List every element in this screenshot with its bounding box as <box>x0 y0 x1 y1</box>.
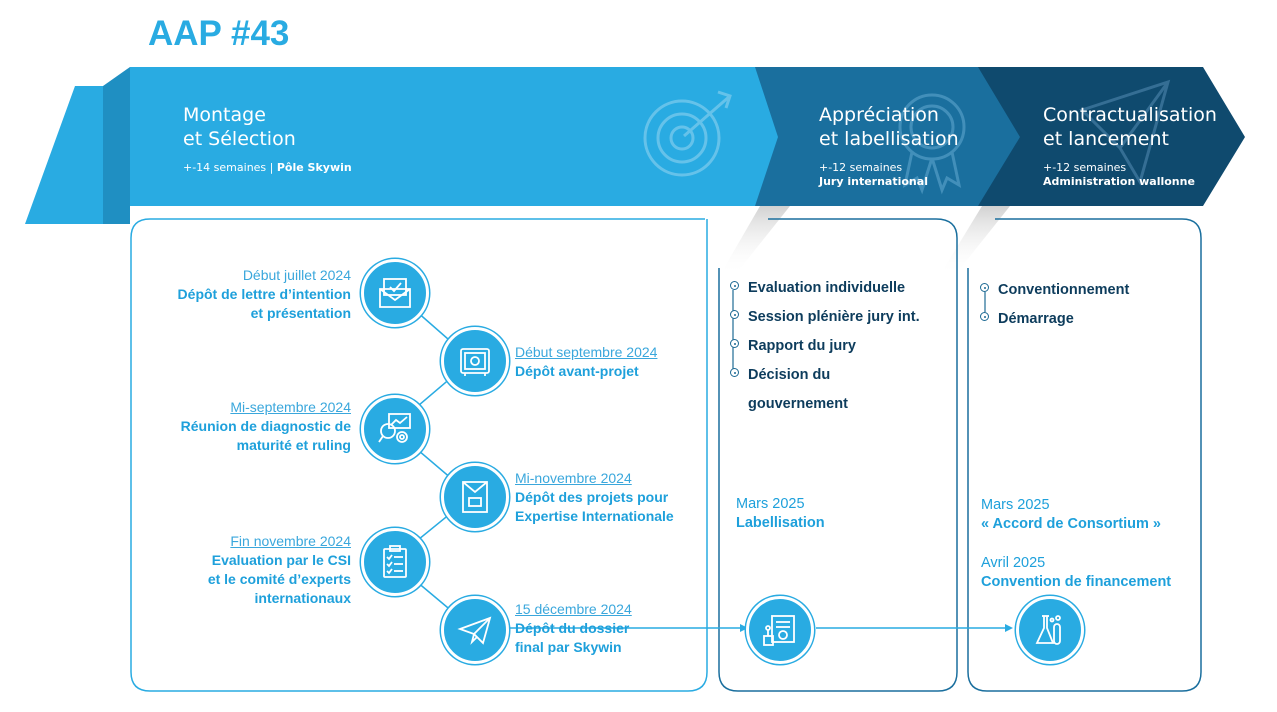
milestone-4-label <box>515 469 674 526</box>
milestone-4-node <box>441 463 509 531</box>
milestone-2-label <box>515 343 657 381</box>
paper-plane-icon <box>457 612 493 648</box>
contract-steps <box>978 276 1198 334</box>
milestone-3-text2: maturité et ruling <box>236 437 351 453</box>
milestone-5-label <box>208 532 351 608</box>
milestone-2-node <box>441 327 509 395</box>
stage-2-owner: Jury international <box>819 175 928 188</box>
milestone-6-label <box>515 600 632 657</box>
milestone-4-date: Mi-novembre 2024 <box>515 470 632 486</box>
list-item: Démarrage <box>978 305 1198 334</box>
milestone-6-text2: final par Skywin <box>515 639 622 655</box>
analytics-gear-icon <box>377 411 413 447</box>
stage-2-duration: +-12 semaines <box>819 161 903 174</box>
milestone-4-text2: Expertise Internationale <box>515 508 674 524</box>
stage-2-header <box>819 103 959 189</box>
milestone-3-date: Mi-septembre 2024 <box>230 399 351 415</box>
labellisation-node <box>746 596 814 664</box>
milestone-3-node <box>361 395 429 463</box>
list-item: Décision du gouvernement <box>728 361 878 419</box>
stage-1-title-line1: Montage <box>183 104 266 126</box>
milestone-6-date: 15 décembre 2024 <box>515 601 632 617</box>
stage-2-title-line2: et labellisation <box>819 128 959 150</box>
list-item: Session plénière jury int. <box>728 303 953 332</box>
stage-1-meta: +-14 semaines | Pôle Skywin <box>183 161 352 174</box>
stage-3-title-line1: Contractualisation <box>1043 104 1217 126</box>
funding-note <box>981 554 1171 592</box>
milestone-4-text1: Dépôt des projets pour <box>515 489 669 505</box>
stage-3-title-line2: et lancement <box>1043 128 1169 150</box>
milestone-5-node <box>361 528 429 596</box>
milestone-3-text1: Réunion de diagnostic de <box>180 418 351 434</box>
milestone-1-text1: Dépôt de lettre d’intention <box>177 286 351 302</box>
milestone-6-text1: Dépôt du dossier <box>515 620 630 636</box>
stage-1-owner: Pôle Skywin <box>276 161 352 174</box>
consortium-date: Mars 2025 <box>981 497 1050 513</box>
list-item: Conventionnement <box>978 276 1198 305</box>
consortium-note <box>981 496 1161 534</box>
milestone-5-text3: internationaux <box>254 590 351 606</box>
stage-1-duration: +-14 semaines <box>183 161 267 174</box>
consortium-label: « Accord de Consortium » <box>981 516 1161 532</box>
list-item: Rapport du jury <box>728 332 953 361</box>
milestone-1-date: Début juillet 2024 <box>242 267 351 283</box>
funding-date: Avril 2025 <box>981 555 1046 571</box>
lab-flask-icon <box>1032 612 1068 648</box>
stage-1-title-line2: et Sélection <box>183 128 296 150</box>
milestone-5-text2: et le comité d’experts <box>207 571 351 587</box>
envelope-folder-icon <box>457 479 493 515</box>
launch-node <box>1016 596 1084 664</box>
mail-document-icon <box>377 275 413 311</box>
milestone-1-label <box>178 266 351 323</box>
labellisation-note <box>736 495 825 533</box>
milestone-1-text2: et présentation <box>250 305 351 321</box>
safe-icon <box>457 343 493 379</box>
milestone-2-text1: Dépôt avant-projet <box>515 363 639 379</box>
stage-3-owner: Administration wallonne <box>1043 175 1195 188</box>
labellisation-date: Mars 2025 <box>736 496 805 512</box>
checklist-icon <box>377 544 413 580</box>
milestone-6-node <box>441 596 509 664</box>
milestone-5-date: Fin novembre 2024 <box>230 533 351 549</box>
page-title: AAP #43 <box>148 14 290 53</box>
certificate-stamp-icon <box>762 612 798 648</box>
labellisation-label: Labellisation <box>736 515 825 531</box>
stage-2-title-line1: Appréciation <box>819 104 939 126</box>
list-item: Evaluation individuelle <box>728 274 953 303</box>
appreciation-steps <box>728 274 953 419</box>
milestone-1-node <box>361 259 429 327</box>
stage-1-header <box>183 103 352 175</box>
milestone-2-date: Début septembre 2024 <box>515 344 658 360</box>
stage-3-header <box>1043 103 1217 189</box>
milestone-3-label <box>181 398 351 455</box>
milestone-5-text1: Evaluation par le CSI <box>211 552 351 568</box>
stage-3-duration: +-12 semaines <box>1043 161 1127 174</box>
funding-label: Convention de financement <box>981 574 1172 590</box>
